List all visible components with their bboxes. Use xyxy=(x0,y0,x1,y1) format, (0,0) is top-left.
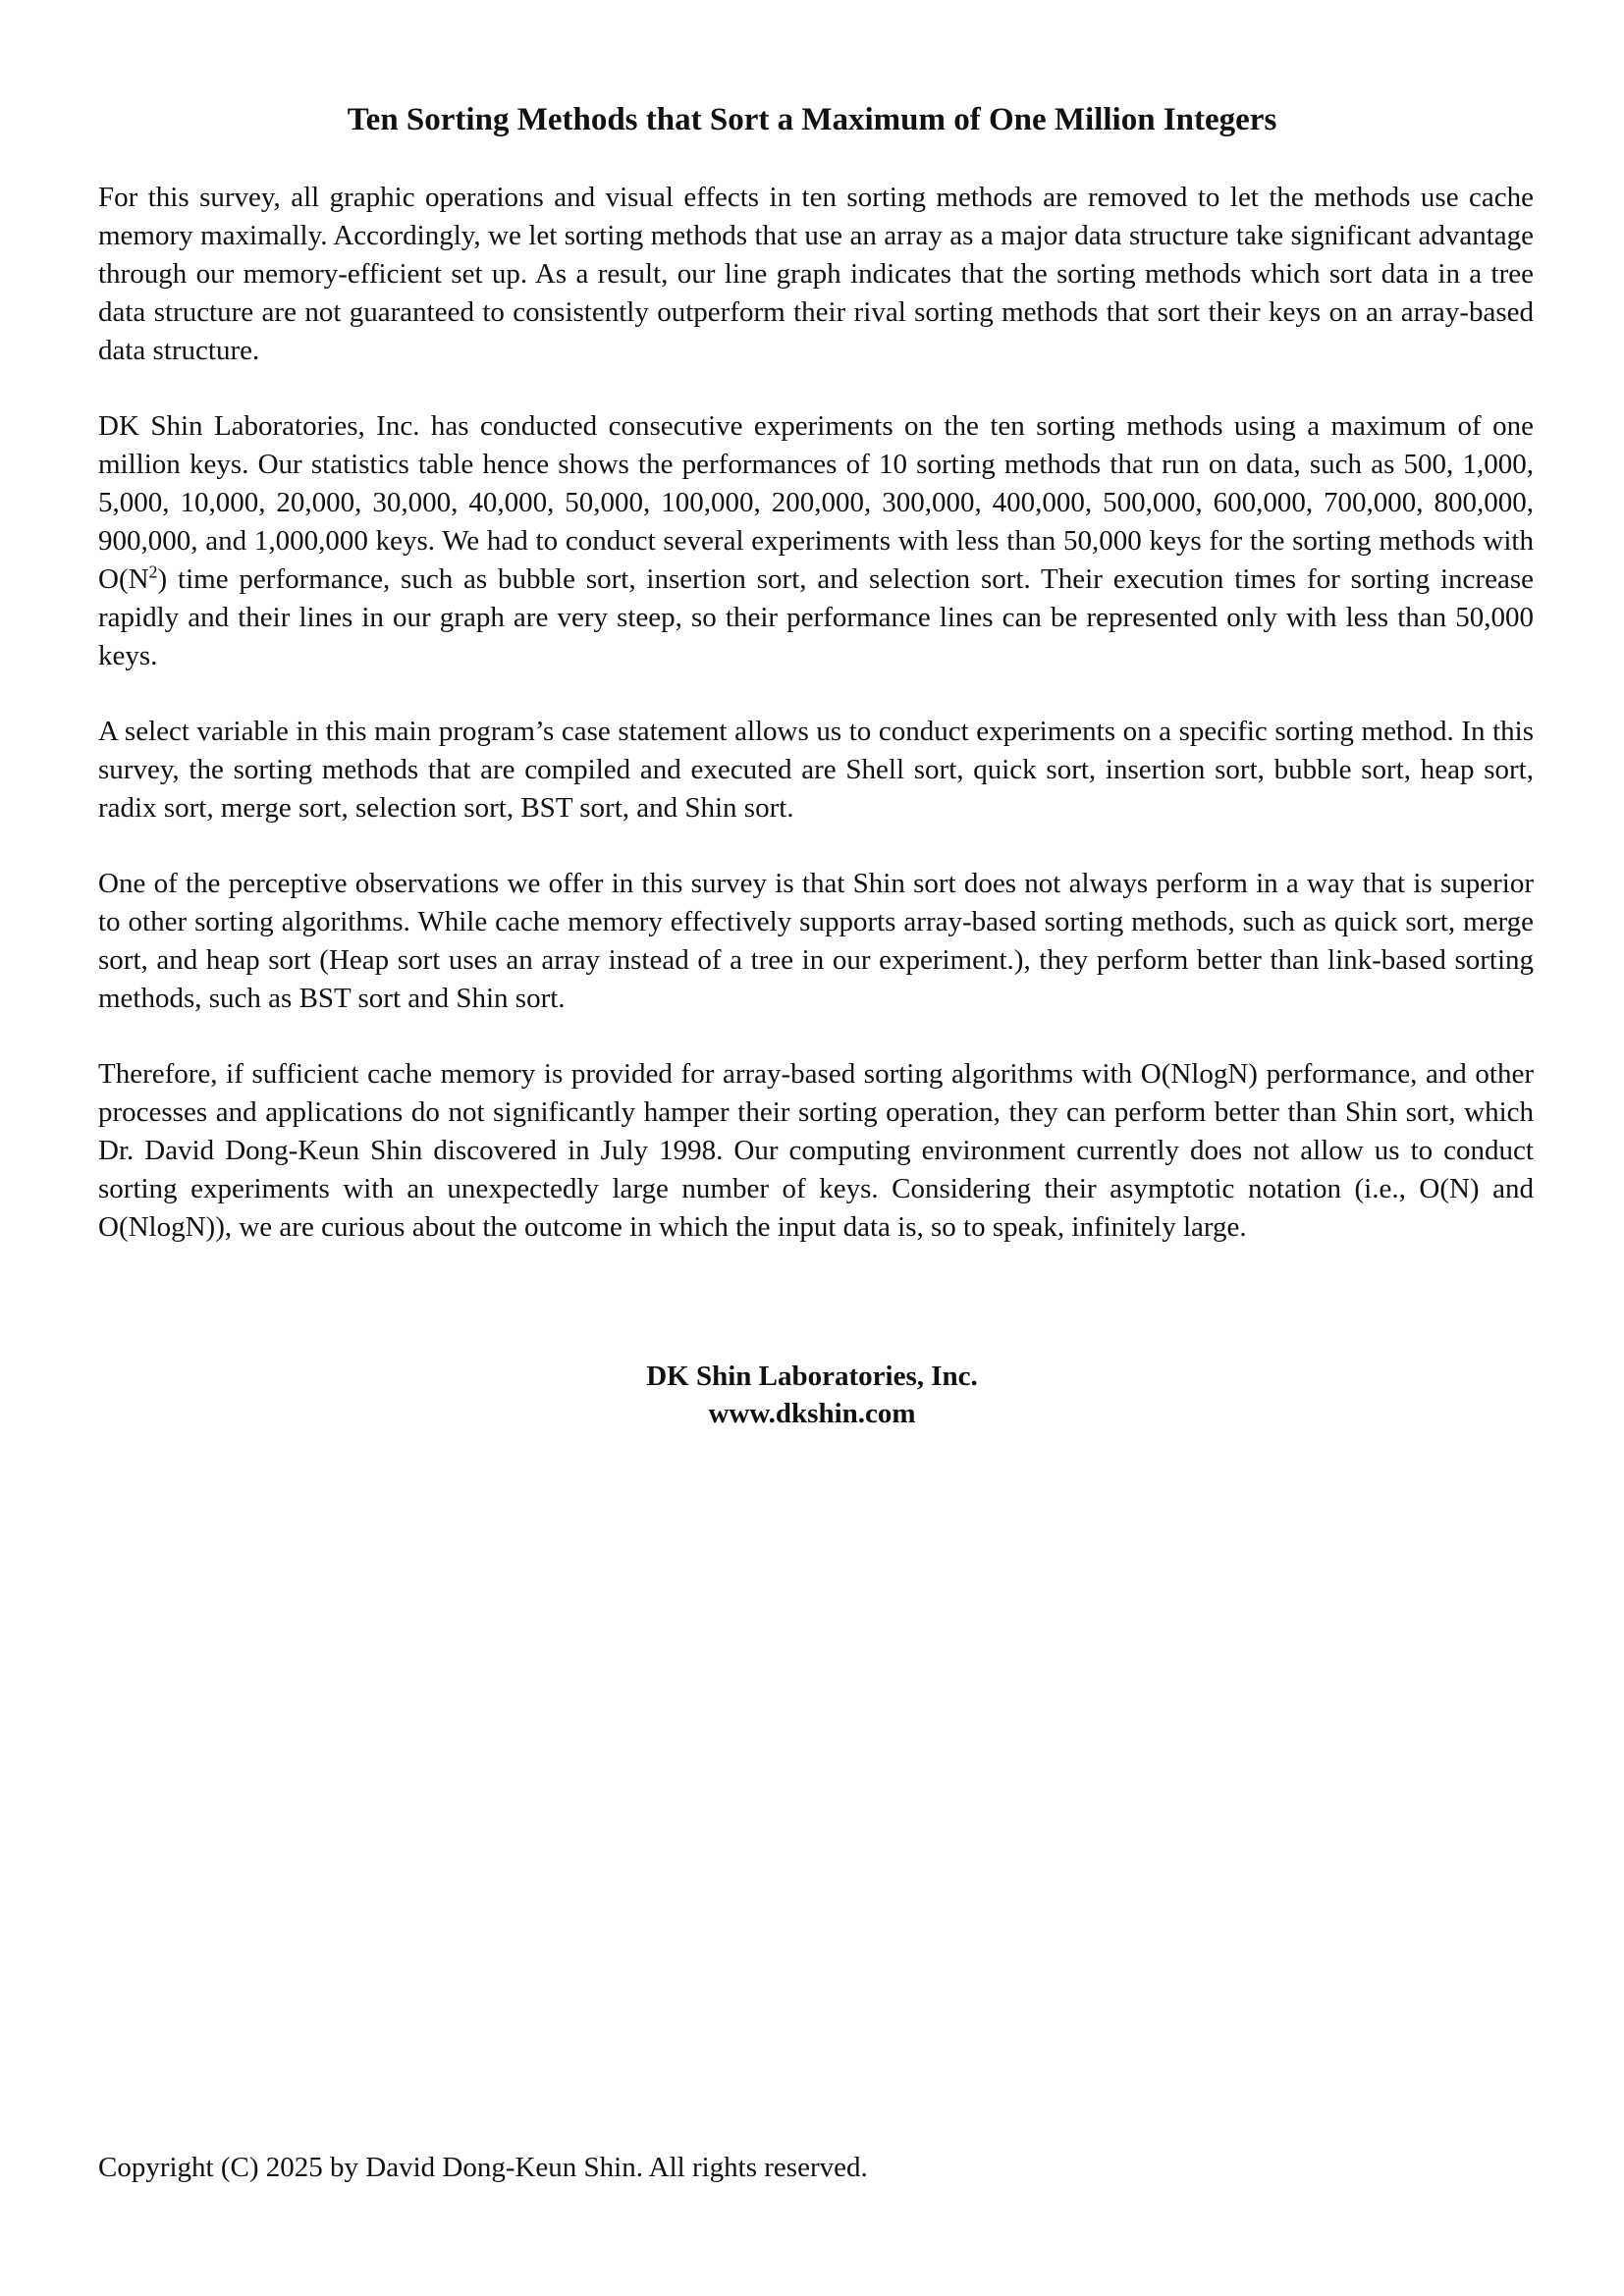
paragraph-experiments xyxy=(98,407,1534,675)
document-title: Ten Sorting Methods that Sort a Maximum of One Million Integers xyxy=(347,102,1277,137)
paragraph-intro: For this survey, all graphic operations and visual effects in ten sorting methods are removed to let the methods use cache memory maximally. Accordingly, we let sorting methods that use an array as a major data structure take significant advantage through our memory-efficient set up. As a result, our line graph indicates that the sorting methods which sort data in a tree data structure are not guaranteed to consistently outperform their rival sorting methods that sort their keys on an array-based data structure. xyxy=(98,182,1534,366)
paragraph-conclusion: Therefore, if sufficient cache memory is provided for array-based sorting algorithms with O(NlogN) performance, and other processes and applications do not significantly hamper their sorting operation, they can perform better than Shin sort, which Dr. David Dong-Keun Shin discovered in July 1998. Our computing environment currently does not allow us to conduct sorting experiments with an unexpectedly large number of keys. Considering their asymptotic notation (i.e., O(N) and O(NlogN)), we are curious about the outcome in which the input data is, so to speak, infinitely large. xyxy=(98,1058,1534,1243)
paragraph-experiments-part2: ) time performance, such as bubble sort, insertion sort, and selection sort. Their execution times for sorting increase rapidly and their lines in our graph are very steep, so their performance lines can be represented only with less than 50,000 keys. xyxy=(98,563,1534,671)
signature-block xyxy=(98,1358,1526,1432)
copyright-footer: Copyright (C) 2025 by David Dong-Keun Shin. All rights reserved. xyxy=(98,2152,868,2183)
paragraph-experiments-part1: DK Shin Laboratories, Inc. has conducted consecutive experiments on the ten sorting methods using a maximum of one million keys. Our statistics table hence shows the performances of 10 sorting methods that run on data, such as 500, 1,000, 5,000, 10,000, 20,000, 30,000, 40,000, 50,000, 100,000, 200,000, 300,000, 400,000, 500,000, 600,000, 700,000, 800,000, 900,000, and 1,000,000 keys. We had to conduct several experiments with less than 50,000 keys for the sorting methods with O(N xyxy=(98,410,1534,595)
document-body xyxy=(98,179,1534,1284)
signature-organization: DK Shin Laboratories, Inc. xyxy=(646,1361,978,1392)
paragraph-observations: One of the perceptive observations we offer in this survey is that Shin sort does not always perform in a way that is superior to other sorting algorithms. While cache memory effectively supports array-based sorting methods, such as quick sort, merge sort, and heap sort (Heap sort uses an array instead of a tree in our experiment.), they perform better than link-based sorting methods, such as BST sort and Shin sort. xyxy=(98,868,1534,1014)
signature-website: www.dkshin.com xyxy=(708,1398,916,1429)
superscript-exponent: 2 xyxy=(148,561,158,582)
paragraph-select-variable: A select variable in this main program’s case statement allows us to conduct experiments on a specific sorting method. In this survey, the sorting methods that are compiled and executed are Shell sort, quick sort, insertion sort, bubble sort, heap sort, radix sort, merge sort, selection sort, BST sort, and Shin sort. xyxy=(98,716,1534,824)
